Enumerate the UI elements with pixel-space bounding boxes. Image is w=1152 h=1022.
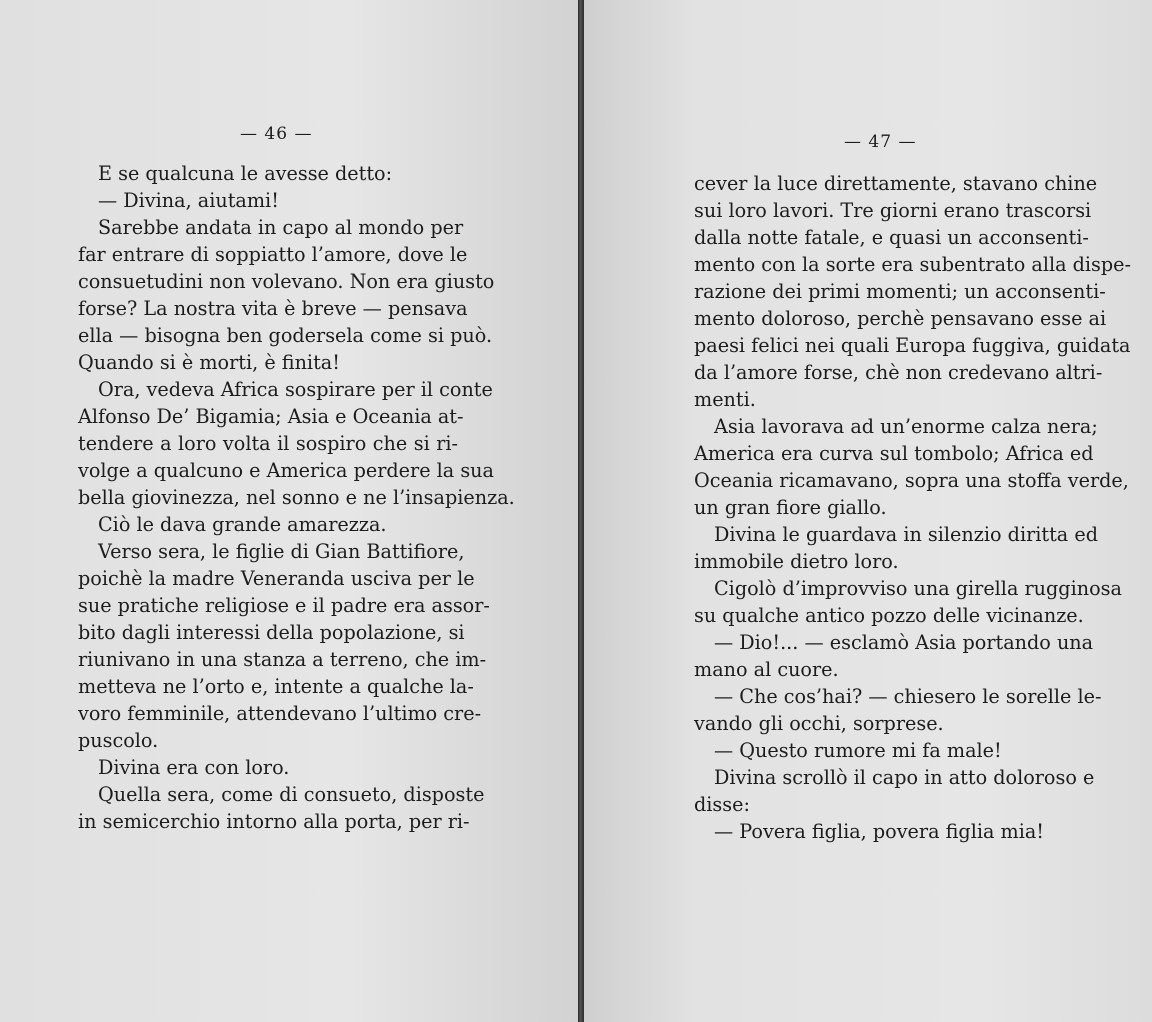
text-line: metteva ne l’orto e, intente a qualche la- <box>78 675 474 698</box>
text-line: su qualche antico pozzo delle vicinanze. <box>694 604 1084 627</box>
text-line: — Questo rumore mi fa male! <box>714 739 1002 762</box>
text-line: Verso sera, le figlie di Gian Battifiore, <box>98 540 465 563</box>
text-line: — Dio!... — esclamò Asia portando una <box>714 631 1094 654</box>
text-line: — Divina, aiutami! <box>98 189 279 212</box>
text-line: Cigolò d’improvviso una girella rugginosa <box>714 577 1122 600</box>
text-line: mano al cuore. <box>694 658 839 681</box>
text-line: mento doloroso, perchè pensavano esse ai <box>694 307 1107 330</box>
text-line: da l’amore forse, chè non credevano altri- <box>694 361 1103 384</box>
text-line: Quella sera, come di consueto, disposte <box>98 783 485 806</box>
text-line: tendere a loro volta il sospiro che si ri- <box>78 432 458 455</box>
text-line: dalla notte fatale, e quasi un acconsenti- <box>694 226 1089 249</box>
text-line: volge a qualcuno e America perdere la sua <box>78 459 494 482</box>
text-line: Oceania ricamavano, sopra una stoffa verde, <box>694 469 1129 492</box>
text-line: Alfonso De’ Bigamia; Asia e Oceania at- <box>78 405 464 428</box>
text-line: Quando si è morti, è finita! <box>78 351 340 374</box>
text-line: voro femminile, attendevano l’ultimo cre- <box>78 702 482 725</box>
text-line: vando gli occhi, sorprese. <box>694 712 944 735</box>
text-line: consuetudini non volevano. Non era giusto <box>78 270 495 293</box>
text-line: riunivano in una stanza a terreno, che im- <box>78 648 487 671</box>
text-line: Divina era con loro. <box>98 756 290 779</box>
text-line: razione dei primi momenti; un acconsenti- <box>694 280 1106 303</box>
text-line: cever la luce direttamente, stavano chine <box>694 172 1098 195</box>
text-line: menti. <box>694 388 756 411</box>
text-line: paesi felici nei quali Europa fuggiva, guidata <box>694 334 1131 357</box>
right-page-text <box>694 170 1132 845</box>
text-line: Sarebbe andata in capo al mondo per <box>98 216 464 239</box>
text-line: — Povera figlia, povera figlia mia! <box>714 820 1044 843</box>
text-line: — Che cos’hai? — chiesero le sorelle le- <box>714 685 1102 708</box>
text-line: mento con la sorte era subentrato alla dispe- <box>694 253 1132 276</box>
text-line: in semicerchio intorno alla porta, per ri- <box>78 810 470 833</box>
text-line: bella giovinezza, nel sonno e ne l’insapienza. <box>78 486 515 509</box>
text-line: America era curva sul tombolo; Africa ed <box>694 442 1094 465</box>
page-number-left: — 46 — <box>240 124 313 144</box>
text-line: disse: <box>694 793 750 816</box>
text-line: E se qualcuna le avesse detto: <box>98 162 393 185</box>
text-line: poichè la madre Veneranda usciva per le <box>78 567 475 590</box>
text-line: sui loro lavori. Tre giorni erano trascorsi <box>694 199 1092 222</box>
text-line: Asia lavorava ad un’enorme calza nera; <box>714 415 1098 438</box>
text-line: Ora, vedeva Africa sospirare per il conte <box>98 378 493 401</box>
text-line: Divina le guardava in silenzio diritta ed <box>714 523 1098 546</box>
text-line: immobile dietro loro. <box>694 550 899 573</box>
text-line: un gran fiore giallo. <box>694 496 887 519</box>
right-page <box>584 0 1152 1022</box>
text-line: sue pratiche religiose e il padre era assor- <box>78 594 490 617</box>
text-line: ella — bisogna ben godersela come si può. <box>78 324 493 347</box>
text-line: puscolo. <box>78 729 159 752</box>
page-number-right: — 47 — <box>844 132 917 152</box>
text-line: Ciò le dava grande amarezza. <box>98 513 387 536</box>
text-line: far entrare di soppiatto l’amore, dove le <box>78 243 468 266</box>
text-line: forse? La nostra vita è breve — pensava <box>78 297 468 320</box>
text-line: Divina scrollò il capo in atto doloroso e <box>714 766 1095 789</box>
left-page-text <box>78 160 515 835</box>
text-line: bito dagli interessi della popolazione, si <box>78 621 465 644</box>
